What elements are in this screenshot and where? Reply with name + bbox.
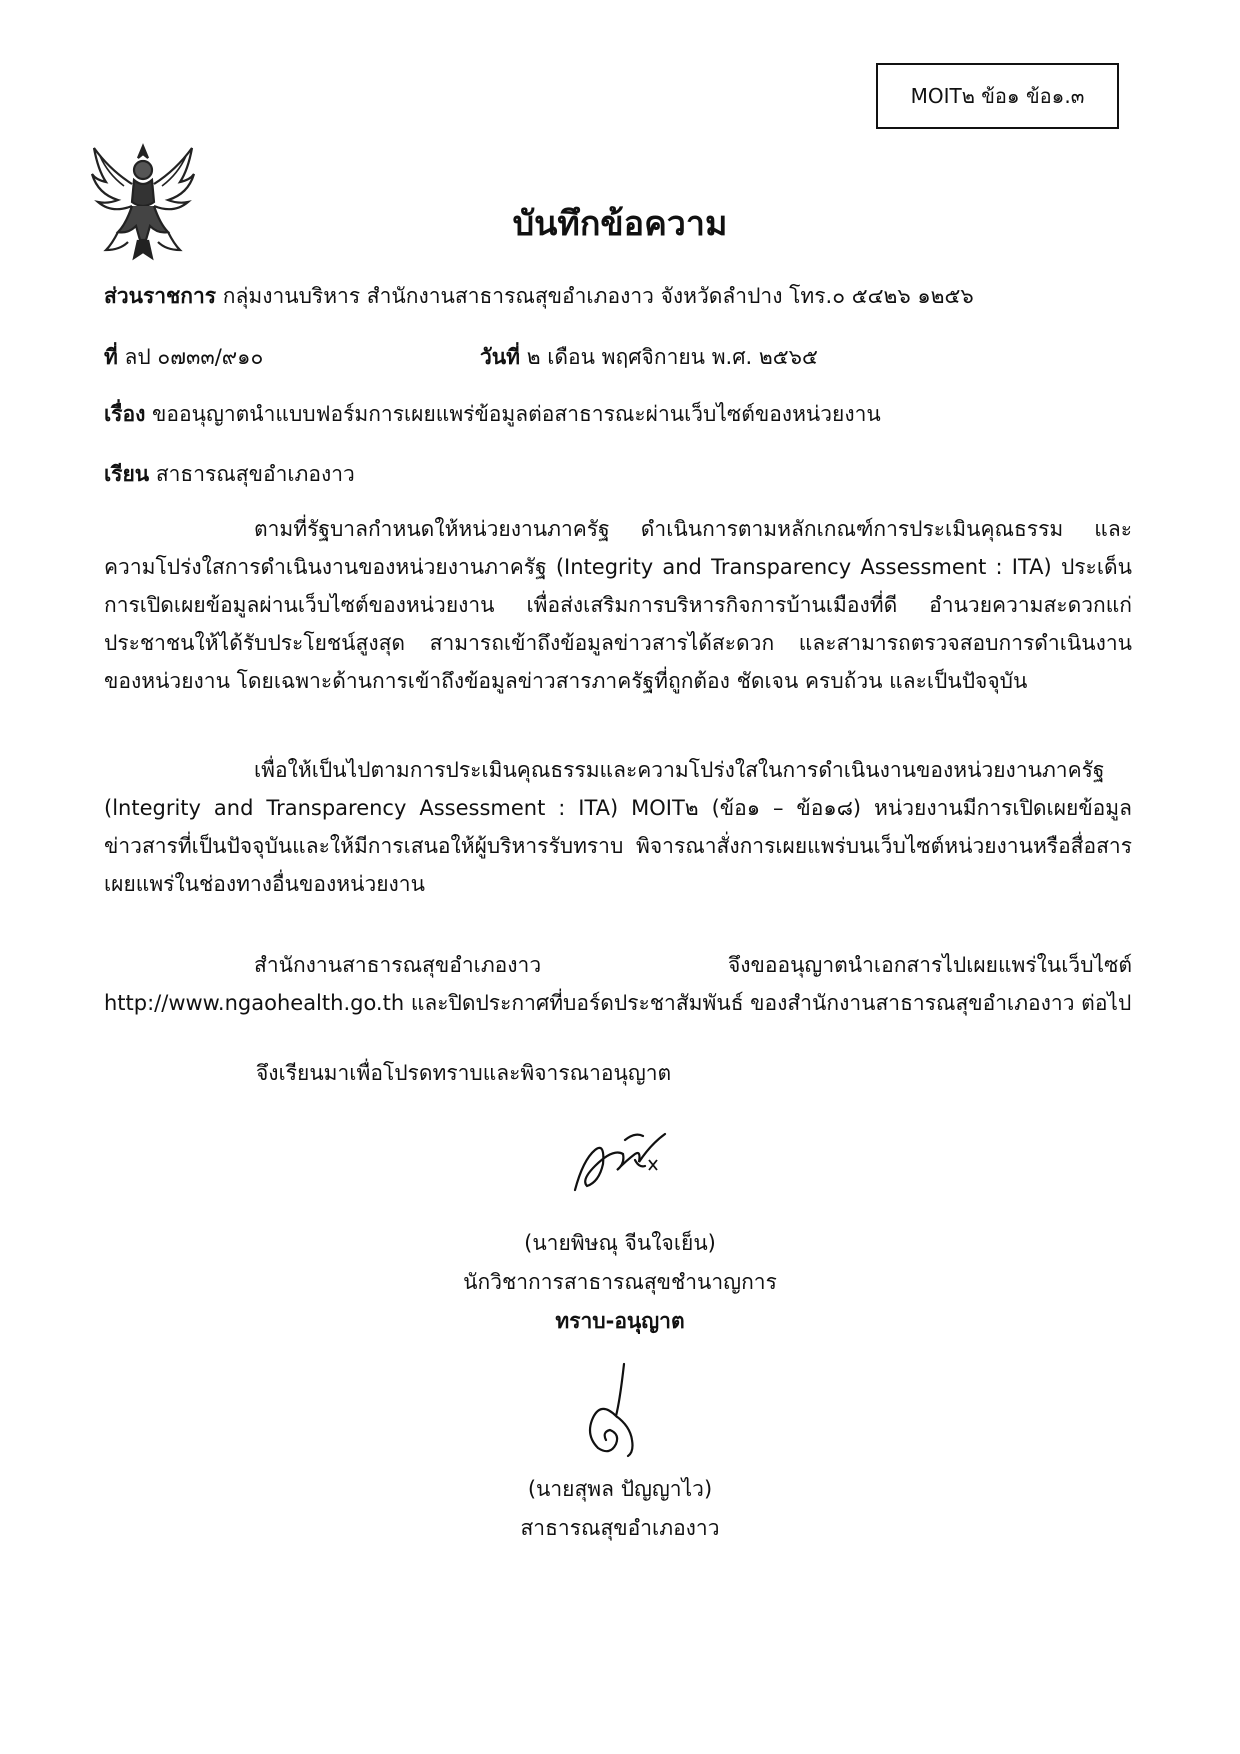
document-number-line [104,341,263,374]
body-paragraph-1: ตามที่รัฐบาลกำหนดให้หน่วยงานภาครัฐ ดำเนินการตามหลักเกณฑ์การประเมินคุณธรรม และความโปร่งใสการดำเนินงานของหน่วยงานภาครัฐ (Integrity and Transparency Assessment : ITA) ประเด็นการเปิดเผยข้อมูลผ่านเว็บไซต์ของหน่วยงาน เพื่อส่งเสริมการบริหารกิจการบ้านเมืองที่ดี อำนวยความสะดวกแก่ประชาชนให้ได้รับประโยชน์สูงสุด สามารถเข้าถึงข้อมูลข่าวสารได้สะดวก และสามารถตรวจสอบการดำเนินงานของหน่วยงาน โดยเฉพาะด้านการเข้าถึงข้อมูลข่าวสารภาครัฐที่ถูกต้อง ชัดเจน ครบถ้วน และเป็นปัจจุบัน [104,517,1132,693]
closing-sentence: จึงเรียนมาเพื่อโปรดทราบและพิจารณาอนุญาต [256,1061,672,1085]
recipient-label: เรียน [104,462,150,486]
document-number-value: ลป ๐๗๓๓/๙๑๐ [124,345,264,369]
signer-2-name: (นายสุพล ปัญญาไว) [527,1477,713,1501]
agency-value: กลุ่มงานบริหาร สำนักงานสาธารณสุขอำเภองาว จังหวัดลำปาง โทร.๐ ๕๔๒๖ ๑๒๕๖ [222,284,974,308]
body-paragraph-2: เพื่อให้เป็นไปตามการประเมินคุณธรรมและความโปร่งใสในการดำเนินงานของหน่วยงานภาครัฐ (lntegrity and Transparency Assessment : ITA) MOIT๒ (ข้อ๑ – ข้อ๑๘) หน่วยงานมีการเปิดเผยข้อมูลข่าวสารที่เป็นปัจจุบันและให้มีการเสนอให้ผู้บริหารรับทราบ พิจารณาสั่งการเผยแพร่บนเว็บไซต์หน่วยงานหรือสื่อสารเผยแพร่ในช่องทางอื่นของหน่วยงาน [104,758,1132,896]
document-number-label: ที่ [104,345,118,369]
agency-label: ส่วนราชการ [104,284,217,308]
signature-2 [580,1360,650,1460]
reference-box: MOIT๒ ข้อ๑ ข้อ๑.๓ [876,63,1119,129]
date-line [480,341,818,374]
approval-text: ทราบ-อนุญาต [555,1309,685,1333]
agency-line [104,280,974,313]
recipient-line [104,458,355,491]
signer-2-position: สาธารณสุขอำเภองาว [520,1516,720,1540]
subject-value: ขออนุญาตนำแบบฟอร์มการเผยแพร่ข้อมูลต่อสาธารณะผ่านเว็บไซต์ของหน่วยงาน [152,402,881,426]
signer-1-position: นักวิชาการสาธารณสุขชำนาญการ [463,1270,777,1294]
signature-1 [565,1120,685,1200]
subject-line [104,398,881,431]
body-paragraph-3: สำนักงานสาธารณสุขอำเภองาว จึงขออนุญาตนำเอกสารไปเผยแพร่ในเว็บไซต์ http://www.ngaohealth.go.th และปิดประกาศที่บอร์ดประชาสัมพันธ์ ของสำนักงานสาธารณสุขอำเภองาว ต่อไป [104,953,1132,1015]
date-label: วันที่ [480,345,520,369]
document-title: บันทึกข้อความ [512,204,728,244]
recipient-value: สาธารณสุขอำเภองาว [155,462,355,486]
date-value: ๒ เดือน พฤศจิกายน พ.ศ. ๒๕๖๕ [526,345,818,369]
signer-1-name: (นายพิษณุ จีนใจเย็น) [524,1231,716,1255]
subject-label: เรื่อง [104,402,146,426]
